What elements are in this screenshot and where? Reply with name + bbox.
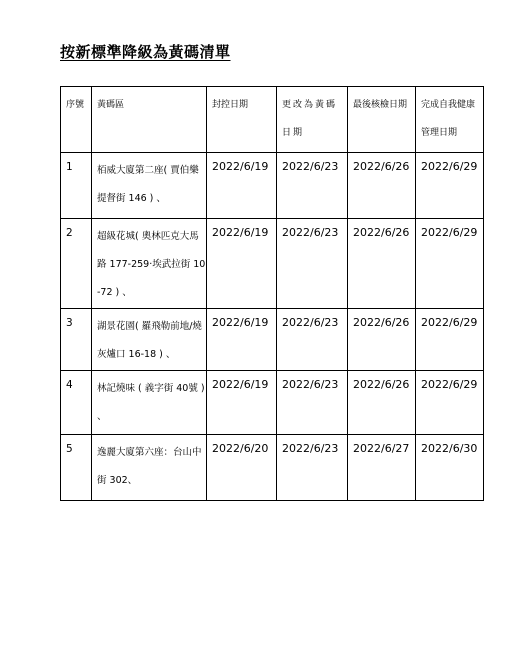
cell-serial: 4 bbox=[61, 371, 92, 435]
cell-changed-date: 2022/6/23 bbox=[277, 435, 348, 501]
header-serial: 序號 bbox=[61, 87, 92, 153]
cell-completed-date: 2022/6/29 bbox=[416, 219, 484, 309]
table-row bbox=[61, 309, 484, 371]
cell-lockdown-date: 2022/6/19 bbox=[207, 219, 277, 309]
cell-last-test-date: 2022/6/26 bbox=[348, 371, 416, 435]
cell-lockdown-date: 2022/6/19 bbox=[207, 153, 277, 219]
cell-area: 林記燒味 ( 義字街 40號 ) 、 bbox=[92, 371, 207, 435]
cell-area: 湖景花園( 羅飛勒前地/燒灰爐口 16-18 ) 、 bbox=[92, 309, 207, 371]
cell-lockdown-date: 2022/6/20 bbox=[207, 435, 277, 501]
cell-last-test-date: 2022/6/26 bbox=[348, 219, 416, 309]
cell-changed-date: 2022/6/23 bbox=[277, 309, 348, 371]
header-area: 黃碼區 bbox=[92, 87, 207, 153]
cell-serial: 3 bbox=[61, 309, 92, 371]
cell-completed-date: 2022/6/30 bbox=[416, 435, 484, 501]
cell-completed-date: 2022/6/29 bbox=[416, 371, 484, 435]
table-row bbox=[61, 153, 484, 219]
cell-changed-date: 2022/6/23 bbox=[277, 153, 348, 219]
table-row bbox=[61, 435, 484, 501]
cell-serial: 5 bbox=[61, 435, 92, 501]
cell-last-test-date: 2022/6/26 bbox=[348, 153, 416, 219]
table-row bbox=[61, 371, 484, 435]
document-title: 按新標準降級為黃碼清單 bbox=[60, 43, 231, 61]
cell-serial: 1 bbox=[61, 153, 92, 219]
cell-area: 逸麗大廈第六座：台山中街 302、 bbox=[92, 435, 207, 501]
cell-last-test-date: 2022/6/27 bbox=[348, 435, 416, 501]
header-completed-date: 完成自我健康管理日期 bbox=[416, 87, 484, 153]
cell-completed-date: 2022/6/29 bbox=[416, 153, 484, 219]
table-row bbox=[61, 219, 484, 309]
cell-area: 超級花城( 奧林匹克大馬路 177-259‧埃武拉街 10-72 ) 、 bbox=[92, 219, 207, 309]
cell-lockdown-date: 2022/6/19 bbox=[207, 371, 277, 435]
cell-changed-date: 2022/6/23 bbox=[277, 219, 348, 309]
header-lockdown-date: 封控日期 bbox=[207, 87, 277, 153]
cell-area: 栢威大廈第二座( 賈伯樂提督街 146 ) 、 bbox=[92, 153, 207, 219]
cell-serial: 2 bbox=[61, 219, 92, 309]
header-last-test-date: 最後核檢日期 bbox=[348, 87, 416, 153]
cell-last-test-date: 2022/6/26 bbox=[348, 309, 416, 371]
cell-changed-date: 2022/6/23 bbox=[277, 371, 348, 435]
yellow-code-table bbox=[60, 86, 484, 501]
cell-completed-date: 2022/6/29 bbox=[416, 309, 484, 371]
cell-lockdown-date: 2022/6/19 bbox=[207, 309, 277, 371]
table-header-row bbox=[61, 87, 484, 153]
header-changed-date: 更改為黃碼日期 bbox=[277, 87, 348, 153]
